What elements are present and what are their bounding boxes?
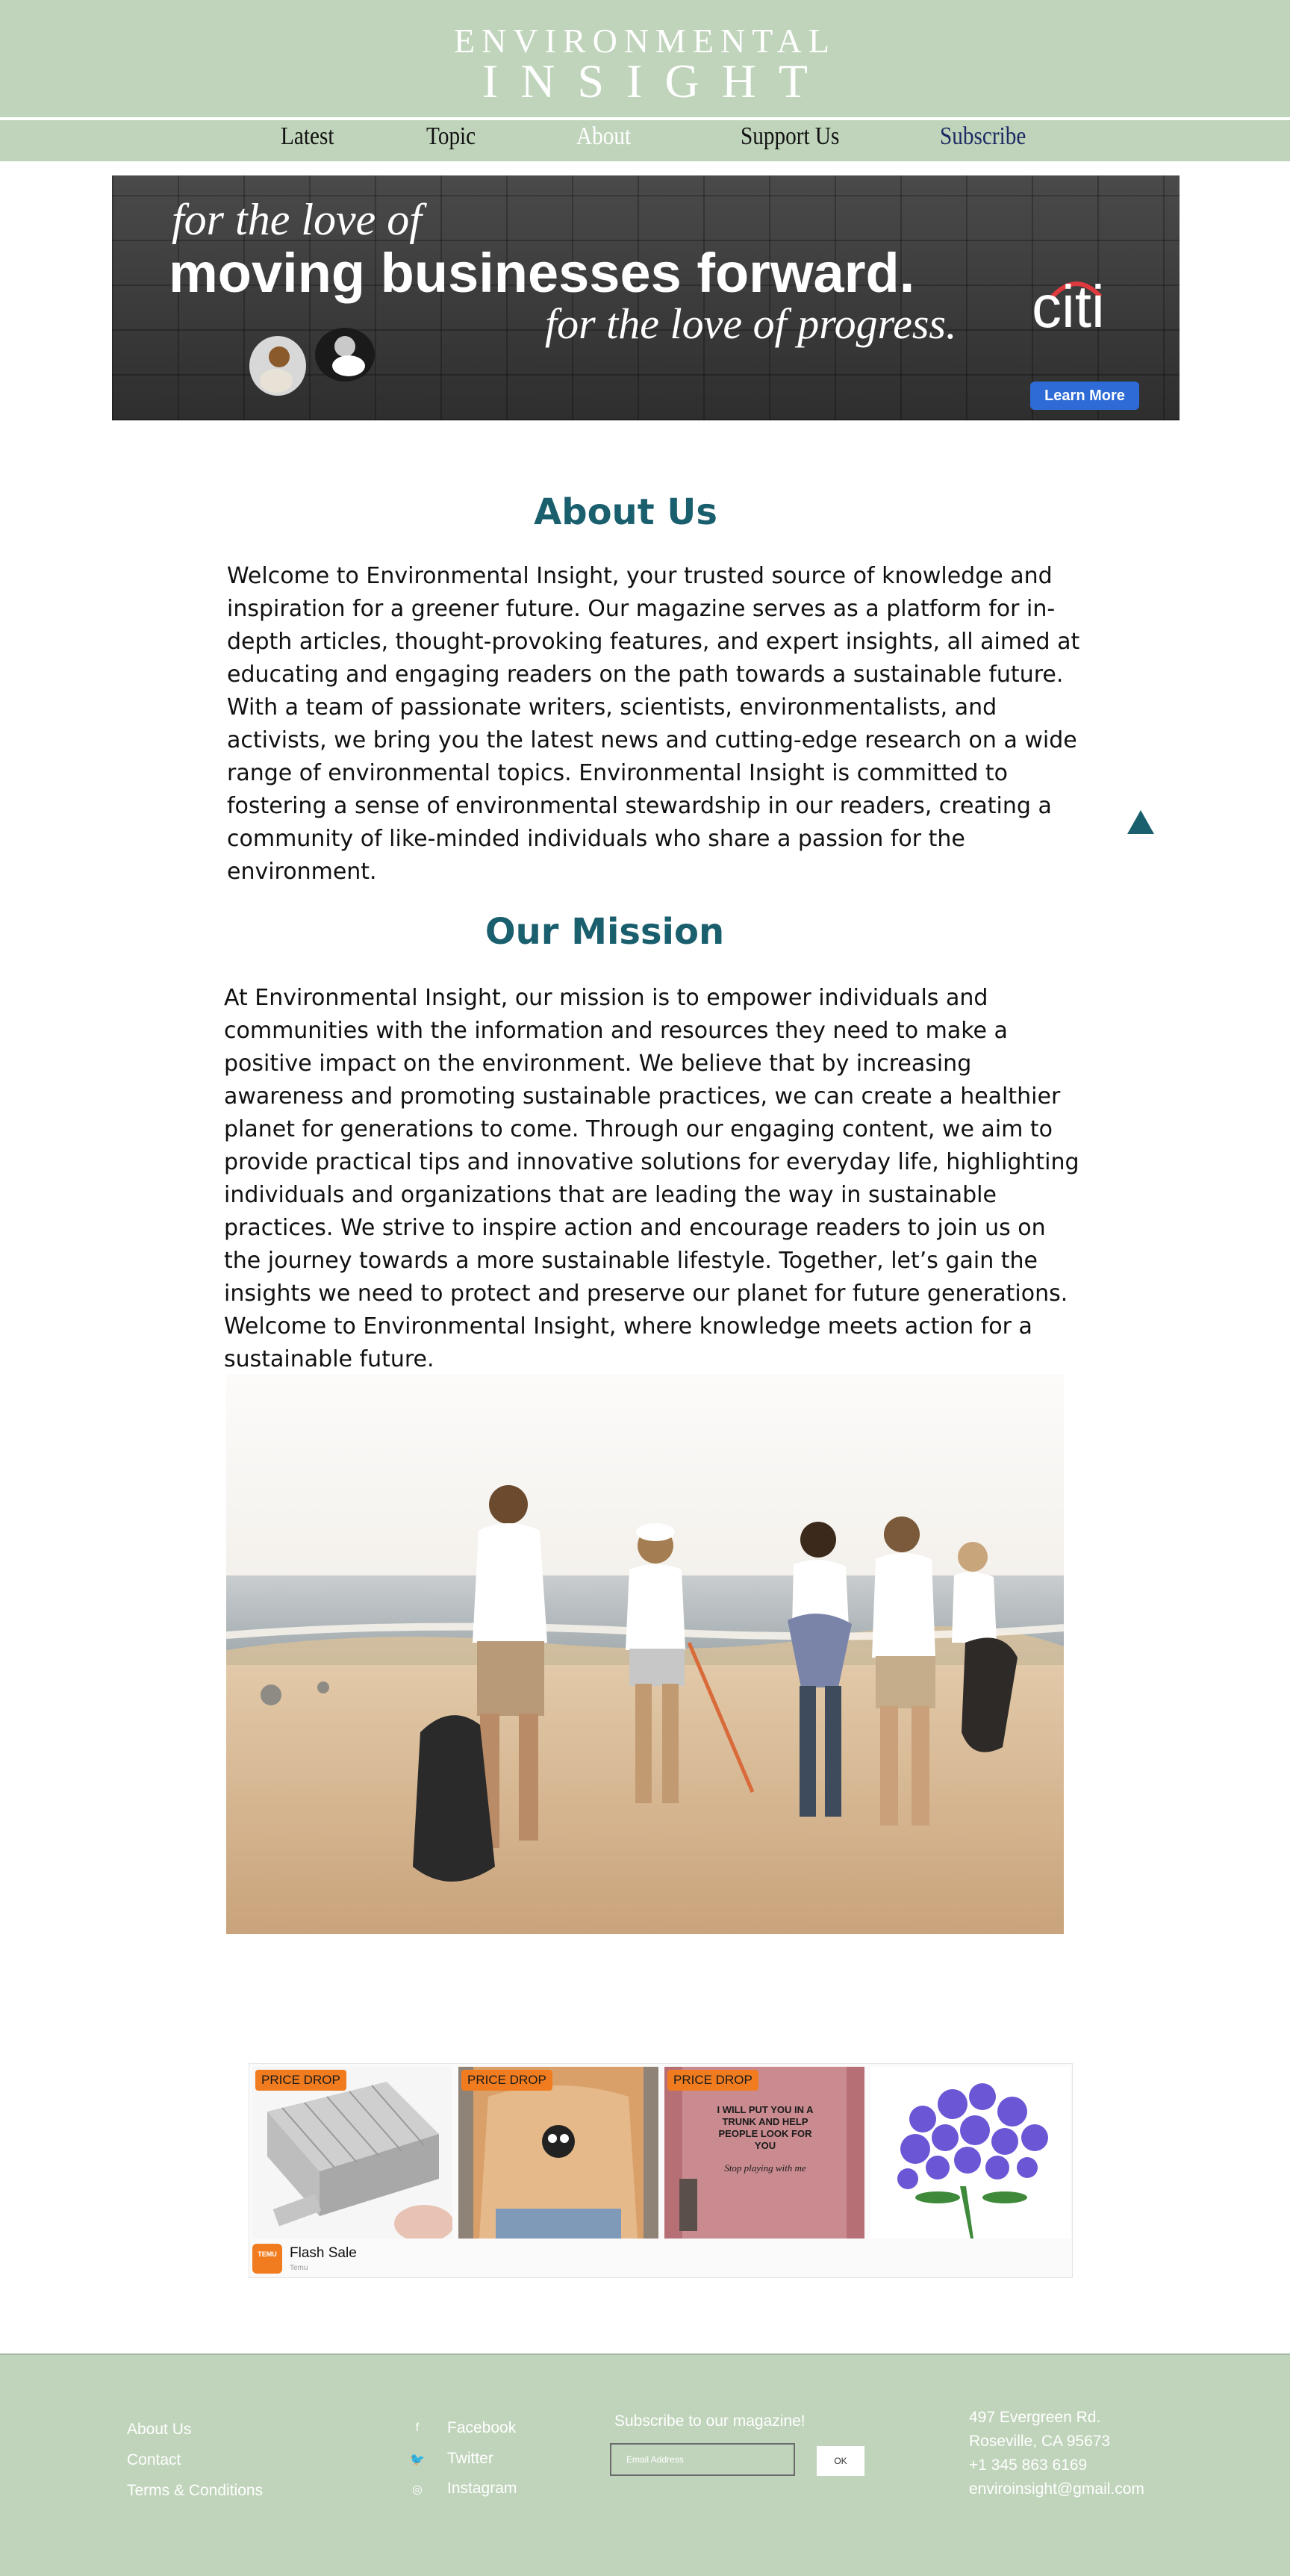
facebook-icon[interactable]: f bbox=[415, 2421, 420, 2434]
contact-email[interactable]: enviroinsight@gmail.com bbox=[969, 2480, 1144, 2498]
mission-paragraph: At Environmental Insight, our mission is to empower individuals and communities with the information and resources they need to make a positive impact on the environment. We believe that by increasing awareness and promoting sustainable practices, we can create a healthier planet for generations to come. Through our engaging content, we aim to provide practical tips and innovative solutions for everyday life, highlighting individuals and organizations that are leading the way in sustainable practices. We strive to inspire action and encourage readers to join us on the journey towards a more sustainable lifestyle. Together, let’s gain the insights we need to protect and preserve our planet for future generations. Welcome to Environmental Insight, where knowledge meets action for a sustainable future. bbox=[224, 985, 1079, 1372]
about-title: About Us bbox=[534, 491, 717, 533]
address-line-1: 497 Evergreen Rd. bbox=[969, 2409, 1101, 2426]
header-divider bbox=[0, 117, 1290, 120]
metal-bars-image bbox=[252, 2067, 452, 2239]
subscribe-ok-button[interactable]: OK bbox=[817, 2446, 864, 2476]
address-line-2: Roseville, CA 95673 bbox=[969, 2433, 1111, 2450]
logo-line-2[interactable]: INSIGHT bbox=[482, 55, 830, 108]
nav-support-us[interactable]: Support Us bbox=[741, 122, 840, 150]
banner-line-1: for the love of bbox=[172, 195, 422, 244]
ad-card-tshirt[interactable] bbox=[458, 2067, 658, 2239]
citi-banner-ad[interactable] bbox=[112, 175, 1180, 420]
price-drop-badge: PRICE DROP bbox=[667, 2070, 758, 2091]
about-paragraph: Welcome to Environmental Insight, your trusted source of knowledge and inspiration for a greener future. Our magazine serves as a platform for in-depth articles, thought-provoking features, and expert insights, all aimed at educating and engaging readers on the path towards a sustainable future. With a team of passionate writers, scientists, environmentalists, and activists, we bring you the latest news and cutting-edge research on a wide range of environmental topics. Environmental Insight is committed to fostering a sense of environmental stewardship in our readers, creating a community of like-minded individuals who share a passion for the environment. bbox=[227, 563, 1080, 885]
nav-topic[interactable]: Topic bbox=[426, 122, 476, 150]
email-field[interactable] bbox=[610, 2443, 795, 2476]
banner-line-3: for the love of progress. bbox=[545, 299, 957, 348]
instagram-icon[interactable]: ◎ bbox=[412, 2483, 423, 2496]
site-header bbox=[0, 0, 1290, 161]
mission-title: Our Mission bbox=[484, 911, 725, 953]
price-drop-badge: PRICE DROP bbox=[255, 2070, 346, 2091]
nav-about[interactable]: About bbox=[576, 122, 632, 150]
footer-twitter-link[interactable]: Twitter bbox=[447, 2450, 493, 2467]
twitter-icon[interactable]: 🐦 bbox=[410, 2454, 425, 2466]
tshirt-slogan: I WILL PUT YOU IN A TRUNK AND HELP PEOPLE LOOK FOR YOU bbox=[717, 2104, 814, 2151]
product-ad-widget[interactable] bbox=[249, 2063, 1073, 2278]
ad-card-flowers[interactable] bbox=[870, 2067, 1071, 2239]
logo-line-1[interactable]: ENVIRONMENTAL bbox=[454, 22, 836, 60]
footer-contact-link[interactable]: Contact bbox=[127, 2451, 181, 2468]
main-nav bbox=[0, 122, 1290, 157]
scroll-to-top-icon[interactable] bbox=[1126, 809, 1156, 836]
people-illustration-icon bbox=[240, 314, 390, 403]
footer-facebook-link[interactable]: Facebook bbox=[447, 2419, 517, 2436]
banner-line-2: moving businesses forward. bbox=[169, 242, 915, 304]
purple-flowers-image bbox=[870, 2067, 1071, 2239]
ad-card-metal-bars[interactable] bbox=[252, 2067, 452, 2239]
footer-terms-link[interactable]: Terms & Conditions bbox=[127, 2482, 264, 2499]
ad-title[interactable]: Flash Sale bbox=[290, 2245, 357, 2261]
price-drop-badge: PRICE DROP bbox=[461, 2070, 552, 2091]
temu-logo[interactable]: TEMU bbox=[252, 2244, 282, 2274]
footer-instagram-link[interactable]: Instagram bbox=[447, 2480, 517, 2497]
ad-brand: Temu bbox=[290, 2264, 308, 2272]
tshirt-image bbox=[458, 2067, 658, 2239]
site-footer bbox=[0, 2353, 1290, 2576]
citi-logo: citi bbox=[1032, 273, 1105, 340]
phone-number[interactable]: +1 345 863 6169 bbox=[969, 2457, 1088, 2474]
slogan-tshirt-image bbox=[664, 2067, 864, 2239]
tshirt-script: Stop playing with me bbox=[724, 2162, 806, 2174]
beach-cleanup-photo bbox=[226, 1374, 1064, 1934]
footer-about-us-link[interactable]: About Us bbox=[127, 2421, 192, 2438]
learn-more-button[interactable]: Learn More bbox=[1030, 382, 1139, 410]
subscribe-label: Subscribe to our magazine! bbox=[614, 2412, 806, 2430]
nav-latest[interactable]: Latest bbox=[281, 122, 334, 150]
ad-card-slogan-tshirt[interactable] bbox=[664, 2067, 864, 2239]
nav-subscribe[interactable]: Subscribe bbox=[940, 122, 1026, 150]
